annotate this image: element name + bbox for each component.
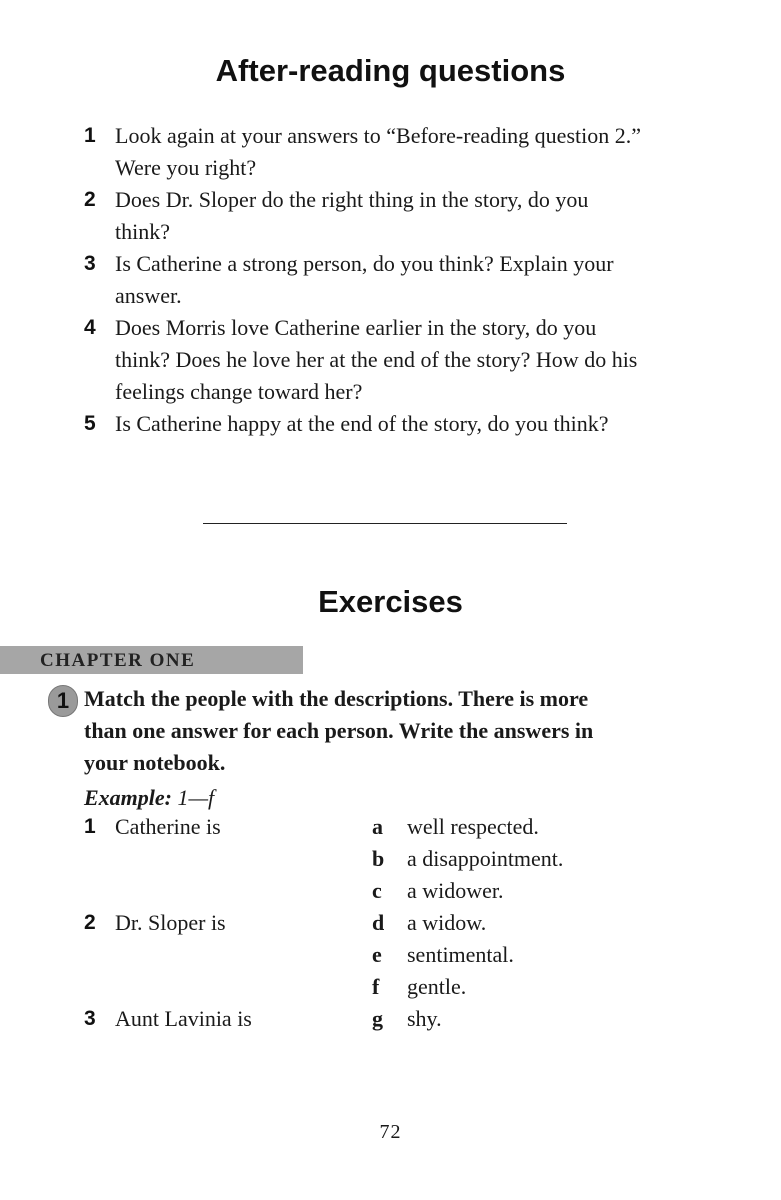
person-text: Aunt Lavinia is	[115, 1006, 252, 1031]
question-text-line: answer.	[115, 283, 182, 308]
question-number: 4	[84, 316, 96, 339]
description-text: sentimental.	[407, 942, 514, 967]
exercise-number-badge: 1	[48, 685, 78, 717]
description-letter: c	[372, 878, 382, 903]
person-text: Catherine is	[115, 814, 221, 839]
instruction-line: than one answer for each person. Write the answers in	[84, 718, 594, 743]
description-text: well respected.	[407, 814, 539, 839]
question-text-line: feelings change toward her?	[115, 379, 363, 404]
question-text-line: Does Dr. Sloper do the right thing in the story, do you	[115, 187, 589, 212]
exercises-title: Exercises	[318, 584, 463, 619]
description-text: shy.	[407, 1006, 442, 1031]
question-text-line: think?	[115, 219, 170, 244]
question-number: 3	[84, 252, 96, 275]
question-text-line: Look again at your answers to “Before-reading question 2.”	[115, 123, 641, 148]
question-number: 5	[84, 412, 96, 435]
example-label: Example:	[84, 785, 172, 810]
example	[84, 782, 214, 814]
description-letter: g	[372, 1006, 383, 1031]
description-letter: d	[372, 910, 385, 935]
instruction-line: your notebook.	[84, 750, 226, 775]
description-letter: e	[372, 942, 382, 967]
chapter-label: CHAPTER ONE	[40, 650, 196, 671]
example-value: 1—f	[177, 785, 215, 810]
description-text: a disappointment.	[407, 846, 564, 871]
person-number: 2	[84, 911, 96, 934]
instruction-line: Match the people with the descriptions. There is more	[84, 686, 589, 711]
question-number: 1	[84, 124, 96, 147]
person-number: 1	[84, 815, 96, 838]
description-text: gentle.	[407, 974, 467, 999]
after-reading-title: After-reading questions	[215, 53, 566, 88]
description-letter: a	[372, 814, 383, 839]
question-text-line: Does Morris love Catherine earlier in the story, do you	[115, 315, 597, 340]
description-letter: b	[372, 846, 385, 871]
person-number: 3	[84, 1007, 96, 1030]
chapter-banner	[0, 646, 303, 674]
page-number: 72	[379, 1121, 402, 1143]
description-text: a widower.	[407, 878, 504, 903]
question-text-line: think? Does he love her at the end of the story? How do his	[115, 347, 638, 372]
question-text-line: Is Catherine happy at the end of the story, do you think?	[115, 411, 609, 436]
description-letter: f	[372, 974, 380, 999]
person-text: Dr. Sloper is	[115, 910, 226, 935]
question-text-line: Were you right?	[115, 155, 257, 180]
section-divider	[203, 523, 567, 524]
question-number: 2	[84, 188, 96, 211]
question-text-line: Is Catherine a strong person, do you think? Explain your	[115, 251, 614, 276]
description-text: a widow.	[407, 910, 487, 935]
